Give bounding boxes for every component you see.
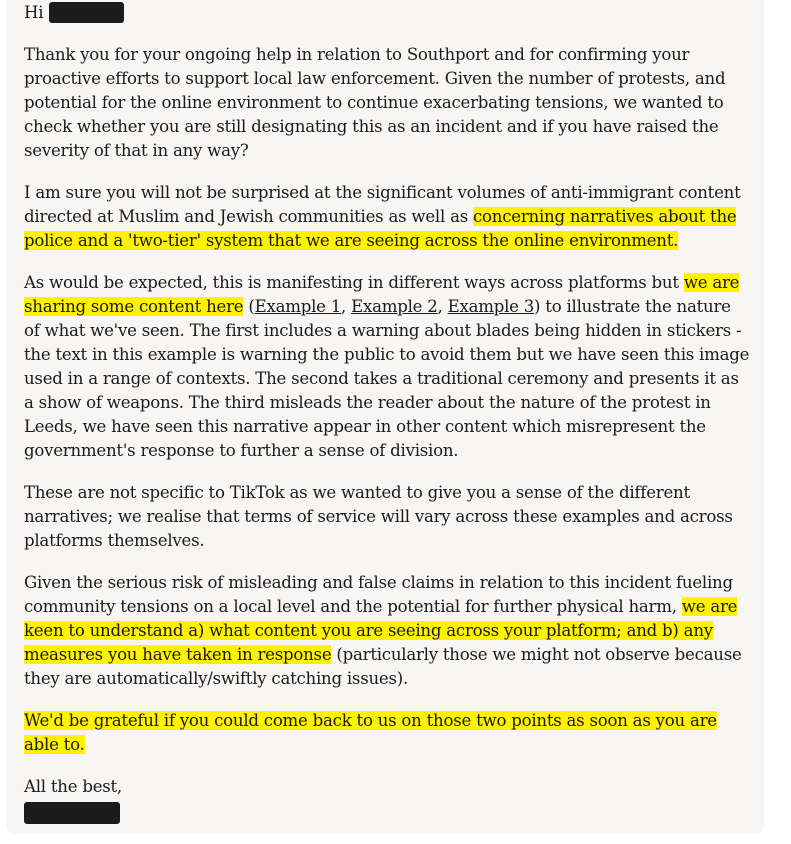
email-body [6, 0, 764, 834]
paragraph-3-text-a: As would be expected, this is manifesting in different ways across platforms but [24, 273, 684, 292]
paragraph-5-text-b: (particularly those we might not observe because they are automatically/swiftly catching issues). [24, 645, 742, 688]
paragraph-5-text-a: Given the serious risk of misleading and false claims in relation to this incident fueling community tensions on a local level and the potential for further physical harm, [24, 573, 733, 616]
separator-2: , [437, 297, 448, 316]
example-3-link[interactable]: Example 3 [447, 297, 535, 316]
email-text [24, 0, 750, 824]
paragraph-5-highlight: we are keen to understand a) what content you are seeing across your platform; and b) any measures you have taken in response [24, 597, 738, 664]
paragraph-4: These are not specific to TikTok as we wanted to give you a sense of the different narratives; we realise that terms of service will vary across these examples and across platforms themselves. [24, 483, 733, 550]
redacted-recipient-name [49, 2, 124, 23]
paragraph-5 [24, 571, 750, 691]
paragraph-6 [24, 709, 750, 757]
greeting: Hi [24, 3, 44, 22]
paragraph-6-highlight: We'd be grateful if you could come back to us on those two points as soon as you are able to. [24, 711, 717, 754]
paragraph-3-highlight: we are sharing some content here [24, 273, 740, 316]
example-2-link[interactable]: Example 2 [351, 297, 438, 316]
redacted-signature [24, 802, 120, 824]
paragraph-2 [24, 181, 750, 253]
paragraph-3 [24, 271, 750, 463]
paragraph-3-text-b: ( [243, 297, 255, 316]
greeting-line [24, 0, 750, 25]
signature-line [24, 800, 750, 824]
paragraph-2-highlight: concerning narratives about the police and a 'two-tier' system that we are seeing across the online environment. [24, 207, 737, 250]
example-1-link[interactable]: Example 1 [254, 297, 342, 316]
paragraph-1: Thank you for your ongoing help in relation to Southport and for confirming your proactive efforts to support local law enforcement. Given the number of protests, and potential for the online environment to continue exacerbating tensions, we wanted to check whether you are still designating this as an incident and if you have raised the severity of that in any way? [24, 45, 726, 160]
paragraph-2-text: I am sure you will not be surprised at the significant volumes of anti-immigrant content directed at Muslim and Jewish communities as well as [24, 183, 741, 226]
separator-1: , [341, 297, 352, 316]
signoff: All the best, [24, 777, 122, 796]
paragraph-3-text-c: ) to illustrate the nature of what we've seen. The first includes a warning about blades being hidden in stickers - the text in this example is warning the public to avoid them but we have seen this image used in a range of contexts. The second takes a traditional ceremony and presents it as a show of weapons. The third misleads the reader about the nature of the protest in Leeds, we have seen this narrative appear in other content which misrepresent the government's response to further a sense of division. [24, 297, 750, 460]
